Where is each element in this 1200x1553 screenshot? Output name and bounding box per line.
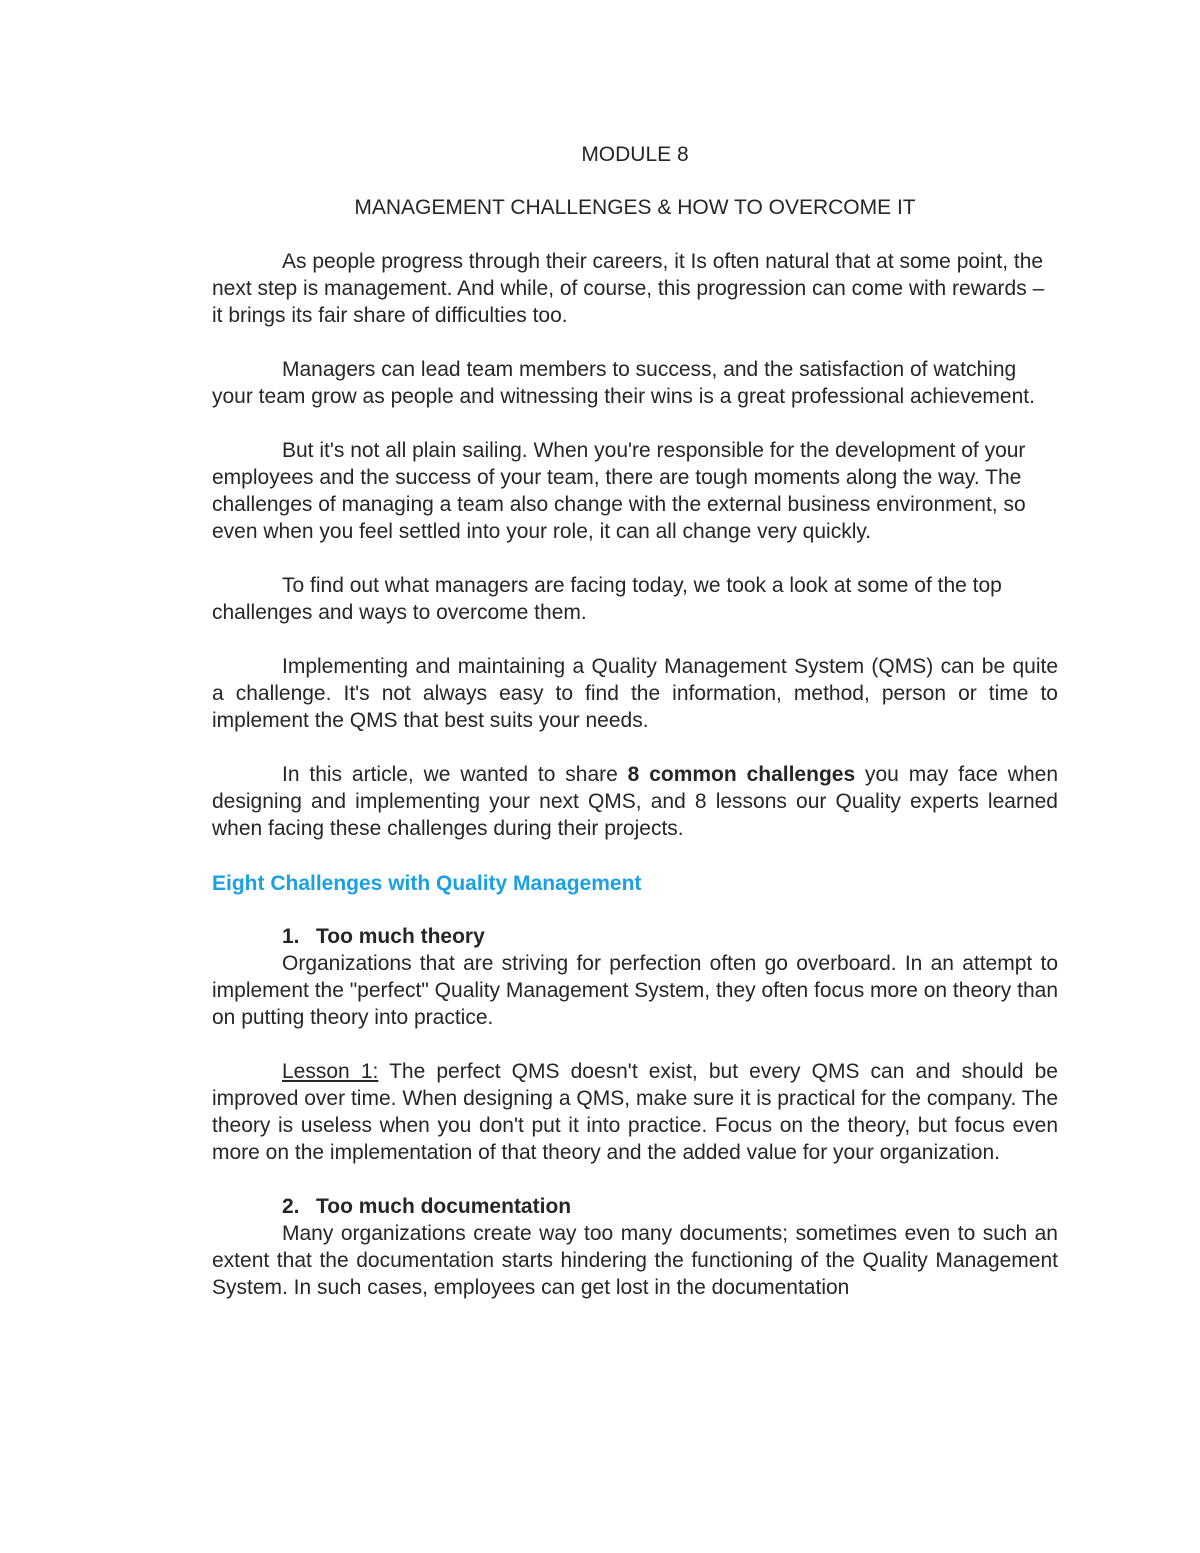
section-heading: Eight Challenges with Quality Management bbox=[212, 872, 642, 895]
challenge-2-number: 2. bbox=[282, 1195, 300, 1218]
paragraph-3: But it's not all plain sailing. When you're responsible for the development of your employees and the success of your team, there are tough moments along the way. The challenges of managing a team also change with the external business environment, so even when you feel settled into your role, it can all change very quickly. bbox=[212, 439, 1026, 543]
paragraph-6 bbox=[212, 761, 1058, 842]
lesson-1-text: The perfect QMS doesn't exist, but every QMS can and should be improved over time. When designing a QMS, make sure it is practical for the company. The theory is useless when you don't put it into practice. Focus on the theory, but focus even more on the implementation of that theory and the added value for your organization. bbox=[212, 1060, 1058, 1164]
lesson-1 bbox=[212, 1058, 1058, 1166]
challenge-1-body: Organizations that are striving for perfection often go overboard. In an attempt to implement the "perfect" Quality Management System, they often focus more on theory than on putting theory into practice. bbox=[212, 952, 1058, 1029]
module-title: MODULE 8 bbox=[581, 143, 689, 166]
page-subtitle: MANAGEMENT CHALLENGES & HOW TO OVERCOME IT bbox=[354, 196, 916, 219]
paragraph-1: As people progress through their careers, it Is often natural that at some point, the next step is management. And while, of course, this progression can come with rewards – it brings its fair share of difficulties too. bbox=[212, 250, 1045, 327]
paragraph-2: Managers can lead team members to success, and the satisfaction of watching your team grow as people and witnessing their wins is a great professional achievement. bbox=[212, 358, 1035, 408]
paragraph-6-start: In this article, we wanted to share bbox=[282, 763, 628, 786]
document-content bbox=[212, 140, 1058, 1301]
challenge-2-body: Many organizations create way too many documents; sometimes even to such an extent that the documentation starts hindering the functioning of the Quality Management System. In such cases, employees can get lost in the documentation bbox=[212, 1222, 1058, 1299]
lesson-1-label: Lesson 1: bbox=[282, 1060, 379, 1083]
list-item bbox=[212, 923, 1058, 1166]
paragraph-6-end: you may face when designing and implementing your next QMS, and 8 lessons our Quality experts learned when facing these challenges during their projects. bbox=[212, 763, 1059, 840]
challenge-1-number: 1. bbox=[282, 925, 300, 948]
paragraph-6-emphasis: 8 common challenges bbox=[627, 763, 856, 786]
list-item bbox=[212, 1193, 1058, 1301]
challenge-2-title bbox=[212, 1193, 1058, 1220]
paragraph-4: To find out what managers are facing today, we took a look at some of the top challenges and ways to overcome them. bbox=[212, 574, 1002, 624]
challenge-1-title bbox=[212, 923, 1058, 950]
challenge-2-title-text: Too much documentation bbox=[316, 1195, 572, 1218]
challenge-1-title-text: Too much theory bbox=[316, 925, 485, 948]
paragraph-5: Implementing and maintaining a Quality Management System (QMS) can be quite a challenge. It's not always easy to find the information, method, person or time to implement the QMS that best suits your needs. bbox=[212, 655, 1058, 732]
